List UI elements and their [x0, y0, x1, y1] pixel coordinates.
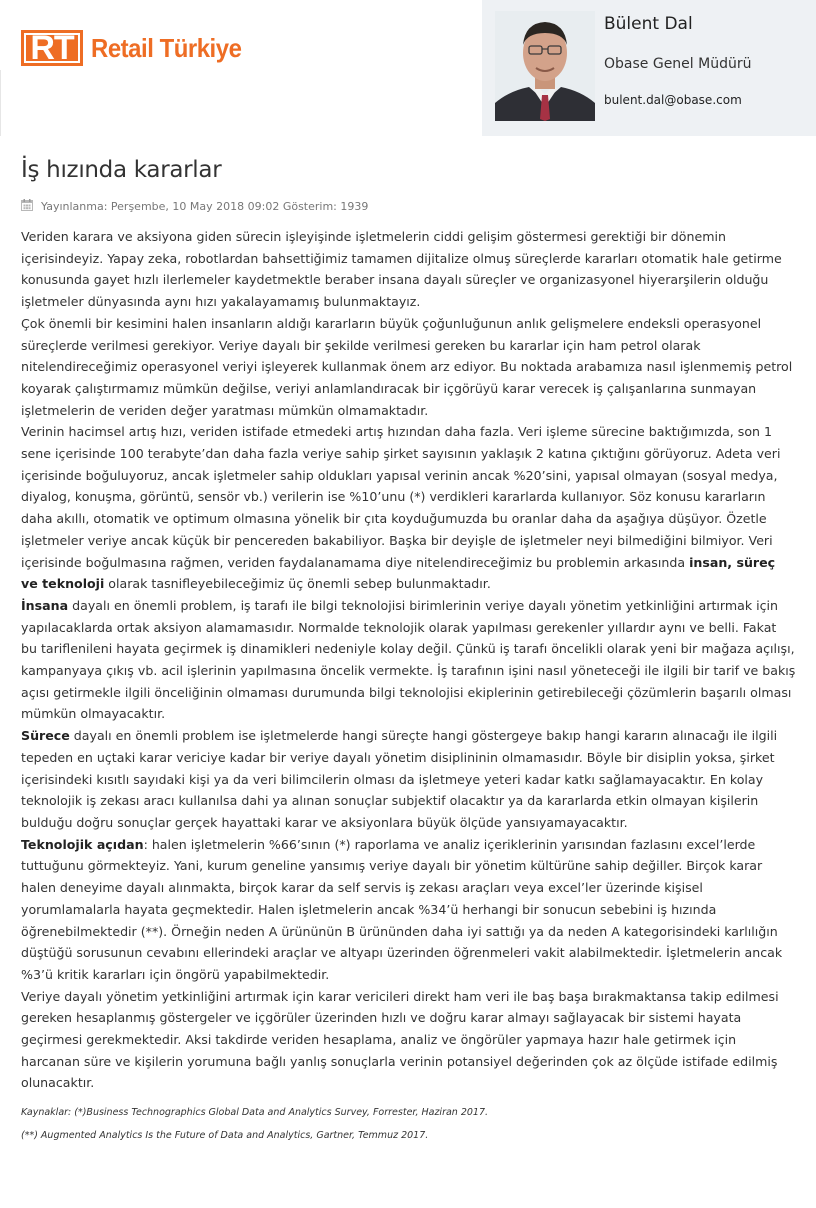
calendar-icon: [21, 199, 33, 214]
author-photo: [495, 11, 595, 121]
paragraph-teknoloji-text: : halen işletmelerin %66’sının (*) raporlama ve analiz içeriklerinin yarısından fazlasını excel’lerde tuttuğunu görmekteyiz. Yani, kurum geneline yansımış veriye dayalı bir yönetim kültürüne sahip değiller. Birçok karar halen deneyime dayalı alınmakta, birçok karar da self servis iş zekası araçları veya excel’ler üzerinde kişisel yorumlamalarla hayata geçmektedir. Halen işletmelerin ancak %34’ü herhangi bir sonucun sebebini iş hızında öğrenebilmektedir (**). Örneğin neden A ürününün B ürününden daha iyi sattığı ya da neden A kategorisindeki karlılığın düştüğü sorusunun cevabını ellerindeki araçlar ve altyapı üzerinden öğrenmeleri vakit alabilmektedir. İşletmelerin ancak %3’ü kritik kararları için öngörü yapabilmektedir.: [21, 836, 783, 982]
paragraph-surec-lead: Sürece: [21, 728, 70, 744]
paragraph-teknoloji-lead: Teknolojik açıdan: [21, 836, 144, 852]
author-title: Obase Genel Müdürü: [604, 56, 752, 72]
article-body: [21, 226, 796, 1094]
paragraph-1: Veriden karara ve aksiyona giden sürecin işleyişinde işletmelerin ciddi gelişim göstermesi gerektiği bir dönemin içerisindeyiz. Yapay zeka, robotlardan bahsettiğimiz tamamen dijitalize olmuş süreçlerde kararları otomatik hale getirme konusunda gayet hızlı ilerlemeler kaydetmektle beraber insana dayalı süreçler ve organizasyonel hiyerarşilerin olduğu işletmeler dünyasında aynı hızı yakalayamamış bulunmaktayız.: [21, 229, 782, 310]
paragraph-3-text-a: Verinin hacimsel artış hızı, veriden istifade etmedeki artış hızından daha fazla. Veri işleme sürecine baktığımızda, son 1 sene içerisinde 100 terabyte’dan daha fazla veriye sahip şirket sayısının yaklaşık 2 katına çıktığını görüyoruz. Adeta veri içerisinde boğuluyoruz, ancak işletmeler sahip oldukları yapısal verinin ancak %20’sini, yapısal olmayan (sosyal medya, diyalog, konuşma, görüntü, sensör vb.) verilerin ise %10’unu (*) verdikleri kararlarda kullanıyor. Söz konusu kararların daha akıllı, otomatik ve optimum olmasına yönelik bir çıta koyduğumuzda bu oranlar daha da aşağıya düşüyor. Özetle işletmeler veriye ancak küçük bir pencereden bakabiliyor. Başka bir deyişle de işletmeler neyi bilmediğini bilmiyor. Veri içerisinde boğulmasına rağmen, veriden faydalanamama diye nitelendireceğimiz bu problemin arkasında: [21, 424, 781, 570]
paragraph-insan-lead: İnsana: [21, 597, 69, 613]
paragraph-conclusion: Veriye dayalı yönetim yetkinliğini artırmak için karar vericileri direkt ham veri ile baş başa bırakmaktansa takip edilmesi gereken hesaplanmış göstergeler ve içgörüler üzerinden hızlı ve doğru karar almayı sağlayacak bir sistemi hayata geçirmesi gerekmektedir. Aksi takdirde veriden hesaplama, analiz ve öngörüler yapmaya hazır hale getirmek için harcanan süre ve kişilerin yorumuna bağlı yanlış sonuçlarla verinin potansiyel değerinden çok az ölçüde istifade edilmiş olunacaktır.: [21, 988, 779, 1091]
author-email[interactable]: bulent.dal@obase.com: [604, 93, 742, 107]
site-logo[interactable]: [21, 29, 255, 66]
paragraph-3-text-b: olarak tasnifleyebileceğimiz üç önemli sebep bulunmaktadır.: [104, 576, 491, 592]
sources: [21, 1101, 488, 1147]
paragraph-2: Çok önemli bir kesimini halen insanların aldığı kararların büyük çoğunluğunun anlık gelişmelere endeksli operasyonel süreçlerde verilmesi gerekiyor. Veriye dayalı bir şekilde verilmesi gereken bu kararlar için ham petrol olarak nitelendireceğimiz operasyonel veriyi işleyerek kullanmak önem arz ediyor. Bu noktada arabamıza nasıl işlenmemiş petrol koyarak çalıştırmamız mümkün değilse, veriyi anlamlandıracak bir içgörüyü karar verecek iş çalışanlarına sunmayan işletmelerin de veriden değer yaratması mümkün olmamaktadır.: [21, 315, 793, 418]
author-card: [482, 0, 816, 136]
author-name: Bülent Dal: [604, 14, 693, 34]
paragraph-insan-text: dayalı en önemli problem, iş tarafı ile bilgi teknolojisi birimlerinin veriye dayalı yönetim yetkinliğini artırmak için yapılacaklarda ortak aksiyon alamamasıdır. Normalde teknolojik olarak yapılması gerekenler yıllardır aynı ve belli. Fakat bu tariflenileni hayata geçirmek iş dinamikleri nedeniyle kolay değil. Çünkü iş tarafı öncelikli olarak yeni bir mağaza açılışı, kampanyaya çıkış vb. acil işlerinin yapılmasına öncelik vermekte. İş tarafının işini nasıl yöneteceği ile ilgili bir tarif ve bakış açısı getirmekle ilgili önceliğinin olmaması durumunda bilgi teknolojisi ekiplerinin getirebileceği çözümlerin başarılı olması mümkün olmayacaktır.: [21, 597, 796, 722]
logo-mark: RT: [21, 30, 83, 66]
logo-name: Retail Türkiye: [91, 32, 242, 63]
publish-info: Yayınlanma: Perşembe, 10 May 2018 09:02 Gösterim: 1939: [41, 200, 369, 213]
paragraph-insan: [21, 595, 796, 725]
source-1: Kaynaklar: (*)Business Technographics Global Data and Analytics Survey, Forrester, Haziran 2017.: [21, 1107, 489, 1118]
paragraph-3: [21, 421, 796, 595]
article-meta: [21, 199, 368, 214]
paragraph-teknoloji: [21, 834, 796, 986]
source-2: (**) Augmented Analytics Is the Future of Data and Analytics, Gartner, Temmuz 2017.: [21, 1130, 429, 1141]
paragraph-surec: [21, 725, 796, 834]
paragraph-surec-text: dayalı en önemli problem ise işletmelerde hangi süreçte hangi göstergeye bakıp hangi kararın alınacağı ile ilgili tepeden en uçtaki karar vericiye kadar bir veriye dayalı yönetim disiplininin olmamasıdır. Böyle bir disiplin yoksa, şirket içerisindeki kısıtlı sayıdaki kişi ya da veri bilimcilerin olması da işletmeye yeteri kadar katkı sağlamayacaktır. En kolay teknolojik iş zekası aracı kullanılsa dahi ya alınan sonuçlar subjektif olacaktır ya da kararlarda etkin olmayan kişilerin bulduğu doğru sonuçlar gerçek hayattaki karar ve aksiyonlara büyük ölçüde yansıyamayacaktır.: [21, 728, 778, 830]
paragraph-3-highlight: insan, süreç ve teknoloji: [21, 554, 776, 592]
article-title: İş hızında kararlar: [21, 157, 222, 183]
header-divider: [0, 70, 1, 136]
